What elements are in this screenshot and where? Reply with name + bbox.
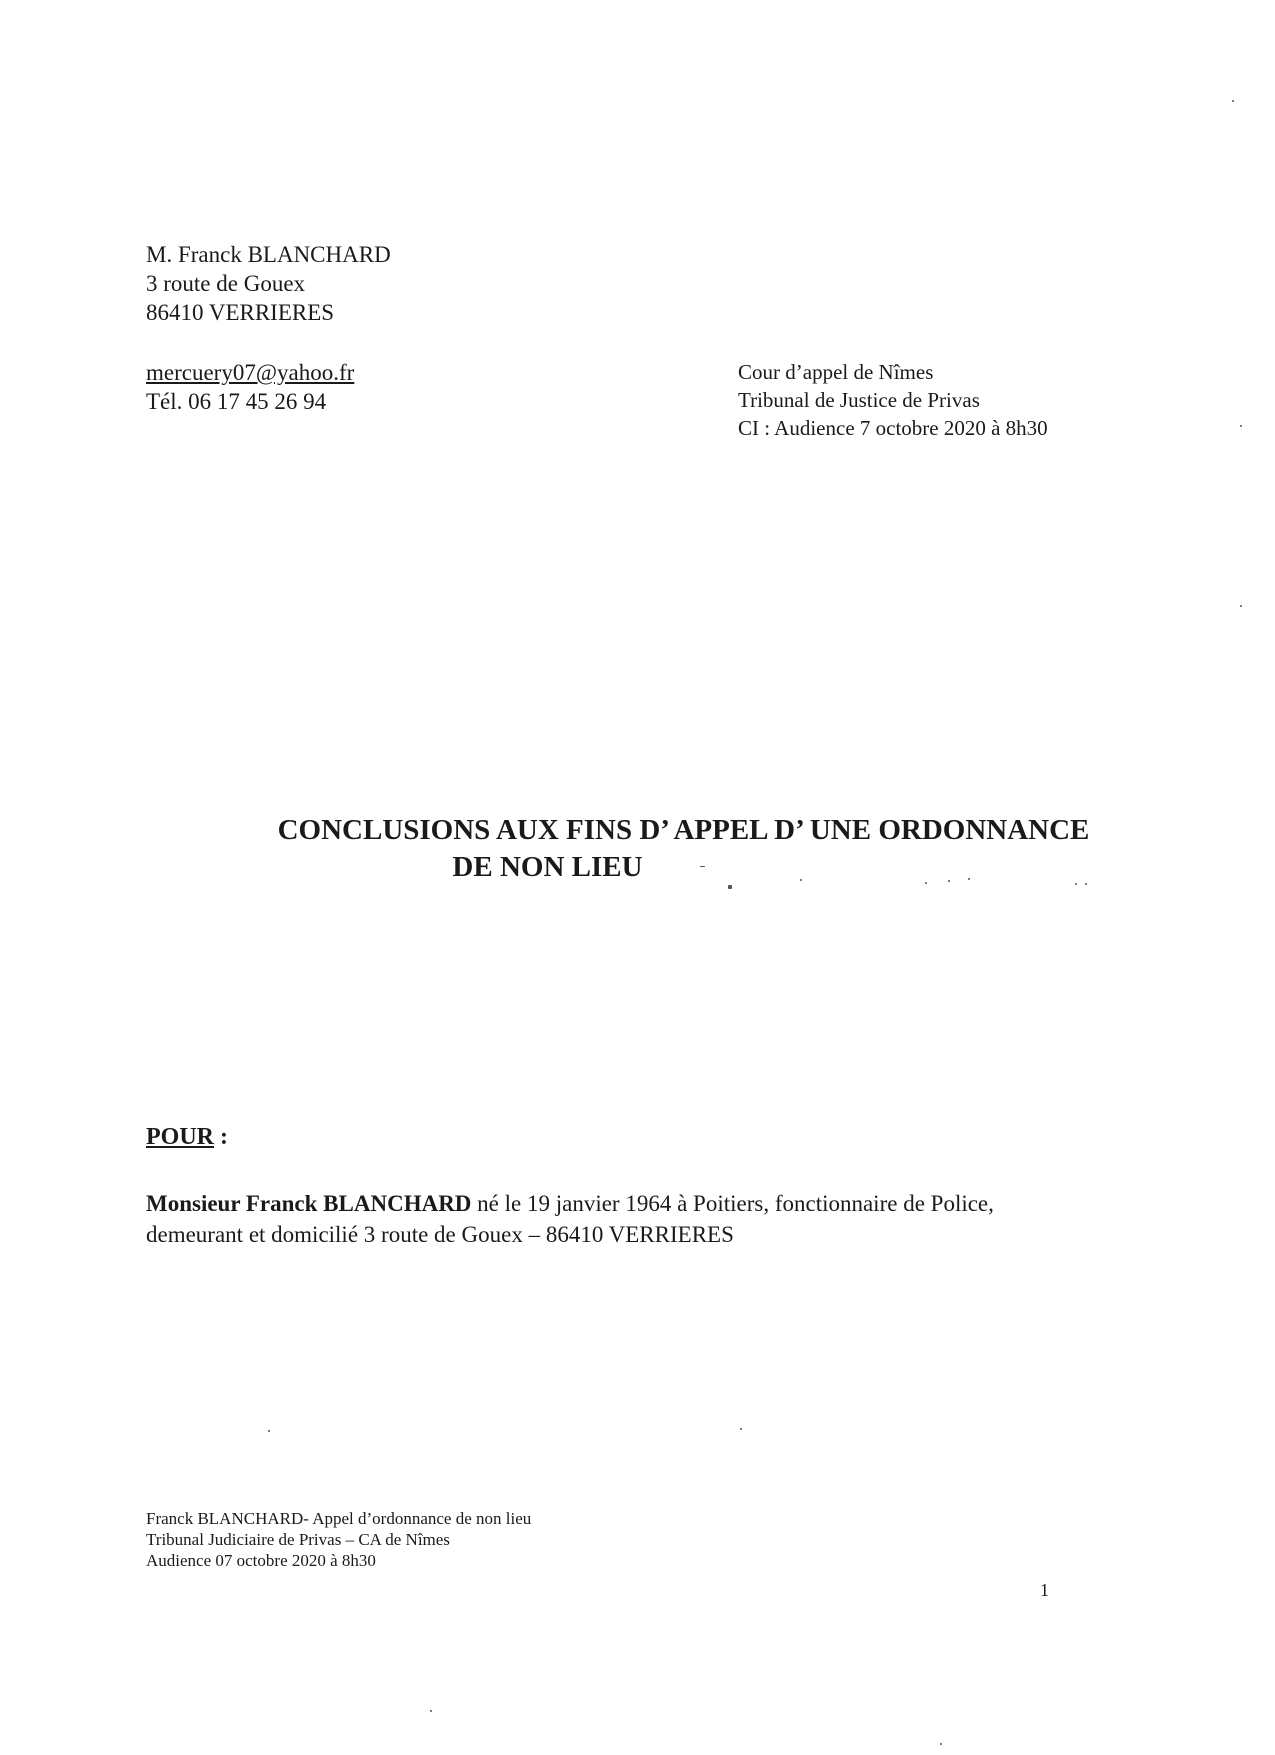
court-hearing-date: CI : Audience 7 octobre 2020 à 8h30 (738, 416, 1048, 440)
sender-street: 3 route de Gouex (146, 271, 306, 296)
sender-contact-block (146, 358, 354, 416)
page-footer (146, 1508, 531, 1571)
party-residence: demeurant et domicilié 3 route de Gouex – 86410 VERRIERES (146, 1222, 734, 1247)
footer-line-3: Audience 07 octobre 2020 à 8h30 (146, 1551, 376, 1570)
party-birth-occupation: né le 19 janvier 1964 à Poitiers, fonctionnaire de Police, (471, 1191, 994, 1216)
document-title-line-1: CONCLUSIONS AUX FINS D’ APPEL D’ UNE ORDONNANCE (277, 814, 1090, 846)
scan-speck (925, 882, 927, 884)
sender-phone: Tél. 06 17 45 26 94 (146, 389, 327, 414)
scan-speck (430, 1710, 432, 1712)
sender-email-link[interactable]: mercuery07@yahoo.fr (146, 360, 355, 385)
pour-heading (146, 1122, 228, 1152)
sender-city: 86410 VERRIERES (146, 300, 335, 325)
scan-speck (800, 879, 802, 881)
scan-speck (940, 1743, 942, 1745)
court-tribunal-name: Tribunal de Justice de Privas (738, 388, 980, 412)
footer-line-1: Franck BLANCHARD- Appel d’ordonnance de non lieu (146, 1509, 532, 1528)
page-number: 1 (1040, 1580, 1049, 1600)
scan-speck (1240, 605, 1242, 607)
scan-speck (700, 866, 705, 867)
party-name: Monsieur Franck BLANCHARD (146, 1191, 472, 1216)
scan-speck (268, 1430, 270, 1432)
document-title (0, 812, 1275, 886)
scan-speck (728, 885, 732, 889)
sender-name: M. Franck BLANCHARD (146, 242, 391, 267)
pour-heading-label: POUR (146, 1124, 214, 1150)
scan-speck (1240, 425, 1242, 427)
scan-speck (968, 878, 970, 880)
pour-heading-colon: : (214, 1124, 228, 1150)
document-title-line-2: DE NON LIEU (452, 851, 643, 883)
scan-speck (948, 880, 950, 882)
footer-line-2: Tribunal Judiciaire de Privas – CA de Nîmes (146, 1530, 450, 1549)
scan-speck (1232, 100, 1234, 102)
court-appeal-name: Cour d’appel de Nîmes (738, 360, 934, 384)
scan-speck (740, 1428, 742, 1430)
scan-speck (1075, 883, 1077, 885)
scan-speck (1085, 883, 1087, 885)
sender-address-block (146, 240, 391, 327)
pour-party-description (146, 1188, 1146, 1250)
court-block (738, 358, 1048, 442)
